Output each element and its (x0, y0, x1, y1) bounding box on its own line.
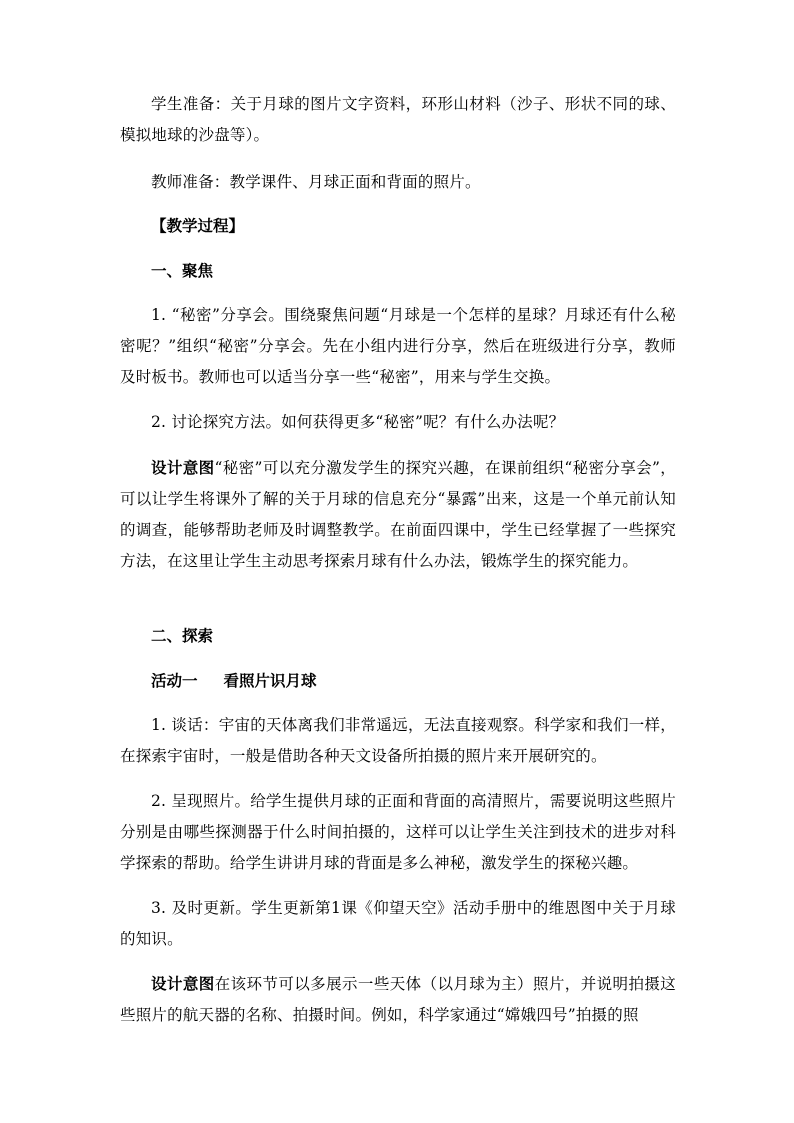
design-label: 设计意图 (151, 458, 215, 477)
activity-label: 活动一 (151, 671, 198, 690)
activity-heading (151, 665, 317, 696)
section1-title: 一、聚焦 (151, 261, 214, 280)
section1-item2: 2. 讨论探究方法。如何获得更多“秘密”呢？有什么办法呢？ (151, 413, 565, 431)
section1-item1: 1. “秘密”分享会。围绕聚焦问题“月球是一个怎样的星球？月球还有什么秘密呢？”组织“秘密”分享会。先在小组内进行分享，然后在班级进行分享，教师及时板书。教师也可以适当分享一些“秘密”，用来与学生交换。 (120, 306, 676, 386)
section2-title: 二、探索 (151, 626, 214, 645)
activity-title: 看照片识月球 (223, 671, 317, 690)
process-title: 【教学过程】 (151, 216, 245, 235)
section2-design-paragraph (120, 968, 676, 1031)
teacher-prep: 教师准备：教学课件、月球正面和背面的照片。 (151, 173, 481, 191)
design-label: 设计意图 (151, 974, 215, 993)
section2-item2: 2. 呈现照片。给学生提供月球的正面和背面的高清照片，需要说明这些照片分别是由哪些探测器于什么时间拍摄的，这样可以让学生关注到技术的进步对科学探索的帮助。给学生讲讲月球的背面是多么神秘，激发学生的探秘兴趣。 (120, 792, 676, 872)
section1-design-paragraph (120, 452, 676, 577)
section2-item1: 1. 谈话：宇宙的天体离我们非常遥远，无法直接观察。科学家和我们一样，在探索宇宙时，一般是借助各种天文设备所拍摄的照片来开展研究的。 (120, 716, 676, 765)
student-prep: 学生准备：关于月球的图片文字资料，环形山材料（沙子、形状不同的球、模拟地球的沙盘等）。 (120, 95, 676, 144)
design-text: 在该环节可以多展示一些天体（以月球为主）照片，并说明拍摄这些照片的航天器的名称、拍摄时间。例如，科学家通过“嫦娥四号”拍摄的照 (120, 975, 676, 1024)
design-text: “秘密”可以充分激发学生的探究兴趣，在课前组织“秘密分享会”，可以让学生将课外了解的关于月球的信息充分“暴露”出来，这是一个单元前认知的调查，能够帮助老师及时调整教学。在前面四课中，学生已经掌握了一些探究方法，在这里让学生主动思考探索月球有什么办法，锻炼学生的探究能力。 (120, 459, 676, 570)
section2-item3: 3. 及时更新。学生更新第1课《仰望天空》活动手册中的维恩图中关于月球的知识。 (120, 899, 676, 948)
